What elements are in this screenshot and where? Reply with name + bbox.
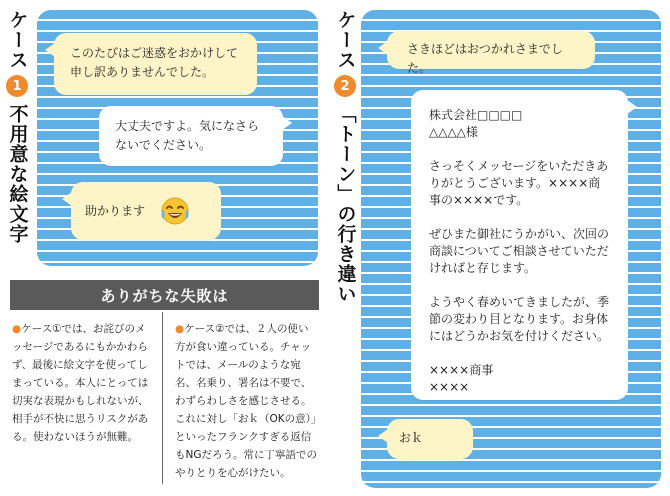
email-paragraph-2: ぜひまた御社にうかがい、次回の商談についてご相談させていただければと存じます。 [429, 227, 610, 275]
case1-message-reply: 大丈夫ですよ。気になさらないでください。 [99, 106, 283, 166]
failures-case2-text: ケース②では、２人の使い方が食い違っている。チャットでは、メールのような宛名、名乗り、署名は不要で、わずらわしさを感じさせる。これに対し「おｋ（OKの意）」といったフランクすぎる返信もNGだろう。常に丁寧語でのやりとりを心がけたい。 [175, 323, 317, 479]
email-signature-name: ×××× [429, 380, 470, 394]
case2-message-ok-reply: おｋ [387, 419, 473, 459]
email-recipient: △△△△様 [429, 125, 478, 139]
email-paragraph-1: さっそくメッセージをいただきありがとうございます。××××商事の××××です。 [429, 159, 609, 207]
case2-message-email-style [411, 90, 628, 400]
case2-chat-panel [361, 10, 661, 488]
case1-number-badge: 1 [6, 75, 28, 97]
failures-case1-text: ケース①では、お詫びのメッセージであるにもかかわらず、最後に絵文字を使ってしまっている。本人にとっては切実な表現かもしれないが、相手が不快に思うリスクがある。使わないほうが無難。 [12, 323, 149, 443]
bullet-icon: ● [175, 323, 185, 335]
case2-number-badge: 2 [334, 75, 356, 97]
case1-title [4, 10, 30, 244]
case2-label: ケース [334, 10, 357, 70]
case2-heading: 「トーン」の行き違い [334, 104, 357, 304]
bullet-icon: ● [12, 323, 22, 335]
failures-header: ありがちな失敗は [10, 280, 319, 310]
email-company: 株式会社□□□□ [429, 108, 523, 122]
case1-message-apology: このたびはご迷惑をおかけして申し訳ありませんでした。 [54, 33, 257, 95]
case2-message-greeting: さきほどはおつかれさまでした。 [387, 31, 595, 69]
failures-body [10, 310, 319, 484]
failures-case1-explanation [10, 310, 162, 484]
case1-chat-panel [37, 10, 318, 266]
email-paragraph-3: ようやく春めいてきましたが、季節の変わり目となります。お身体にはどうかお気を付けください。 [429, 295, 610, 343]
face-with-tears-of-joy-icon [159, 195, 191, 227]
case1-heading: 不用意な絵文字 [6, 104, 29, 244]
case1-message-thanks [71, 182, 221, 240]
case1-label: ケース [6, 10, 29, 70]
email-signature-company: ××××商事 [429, 363, 494, 377]
case1-message-thanks-text: 助かります [85, 203, 146, 218]
failures-case2-explanation [163, 310, 319, 484]
case2-title [332, 10, 358, 304]
